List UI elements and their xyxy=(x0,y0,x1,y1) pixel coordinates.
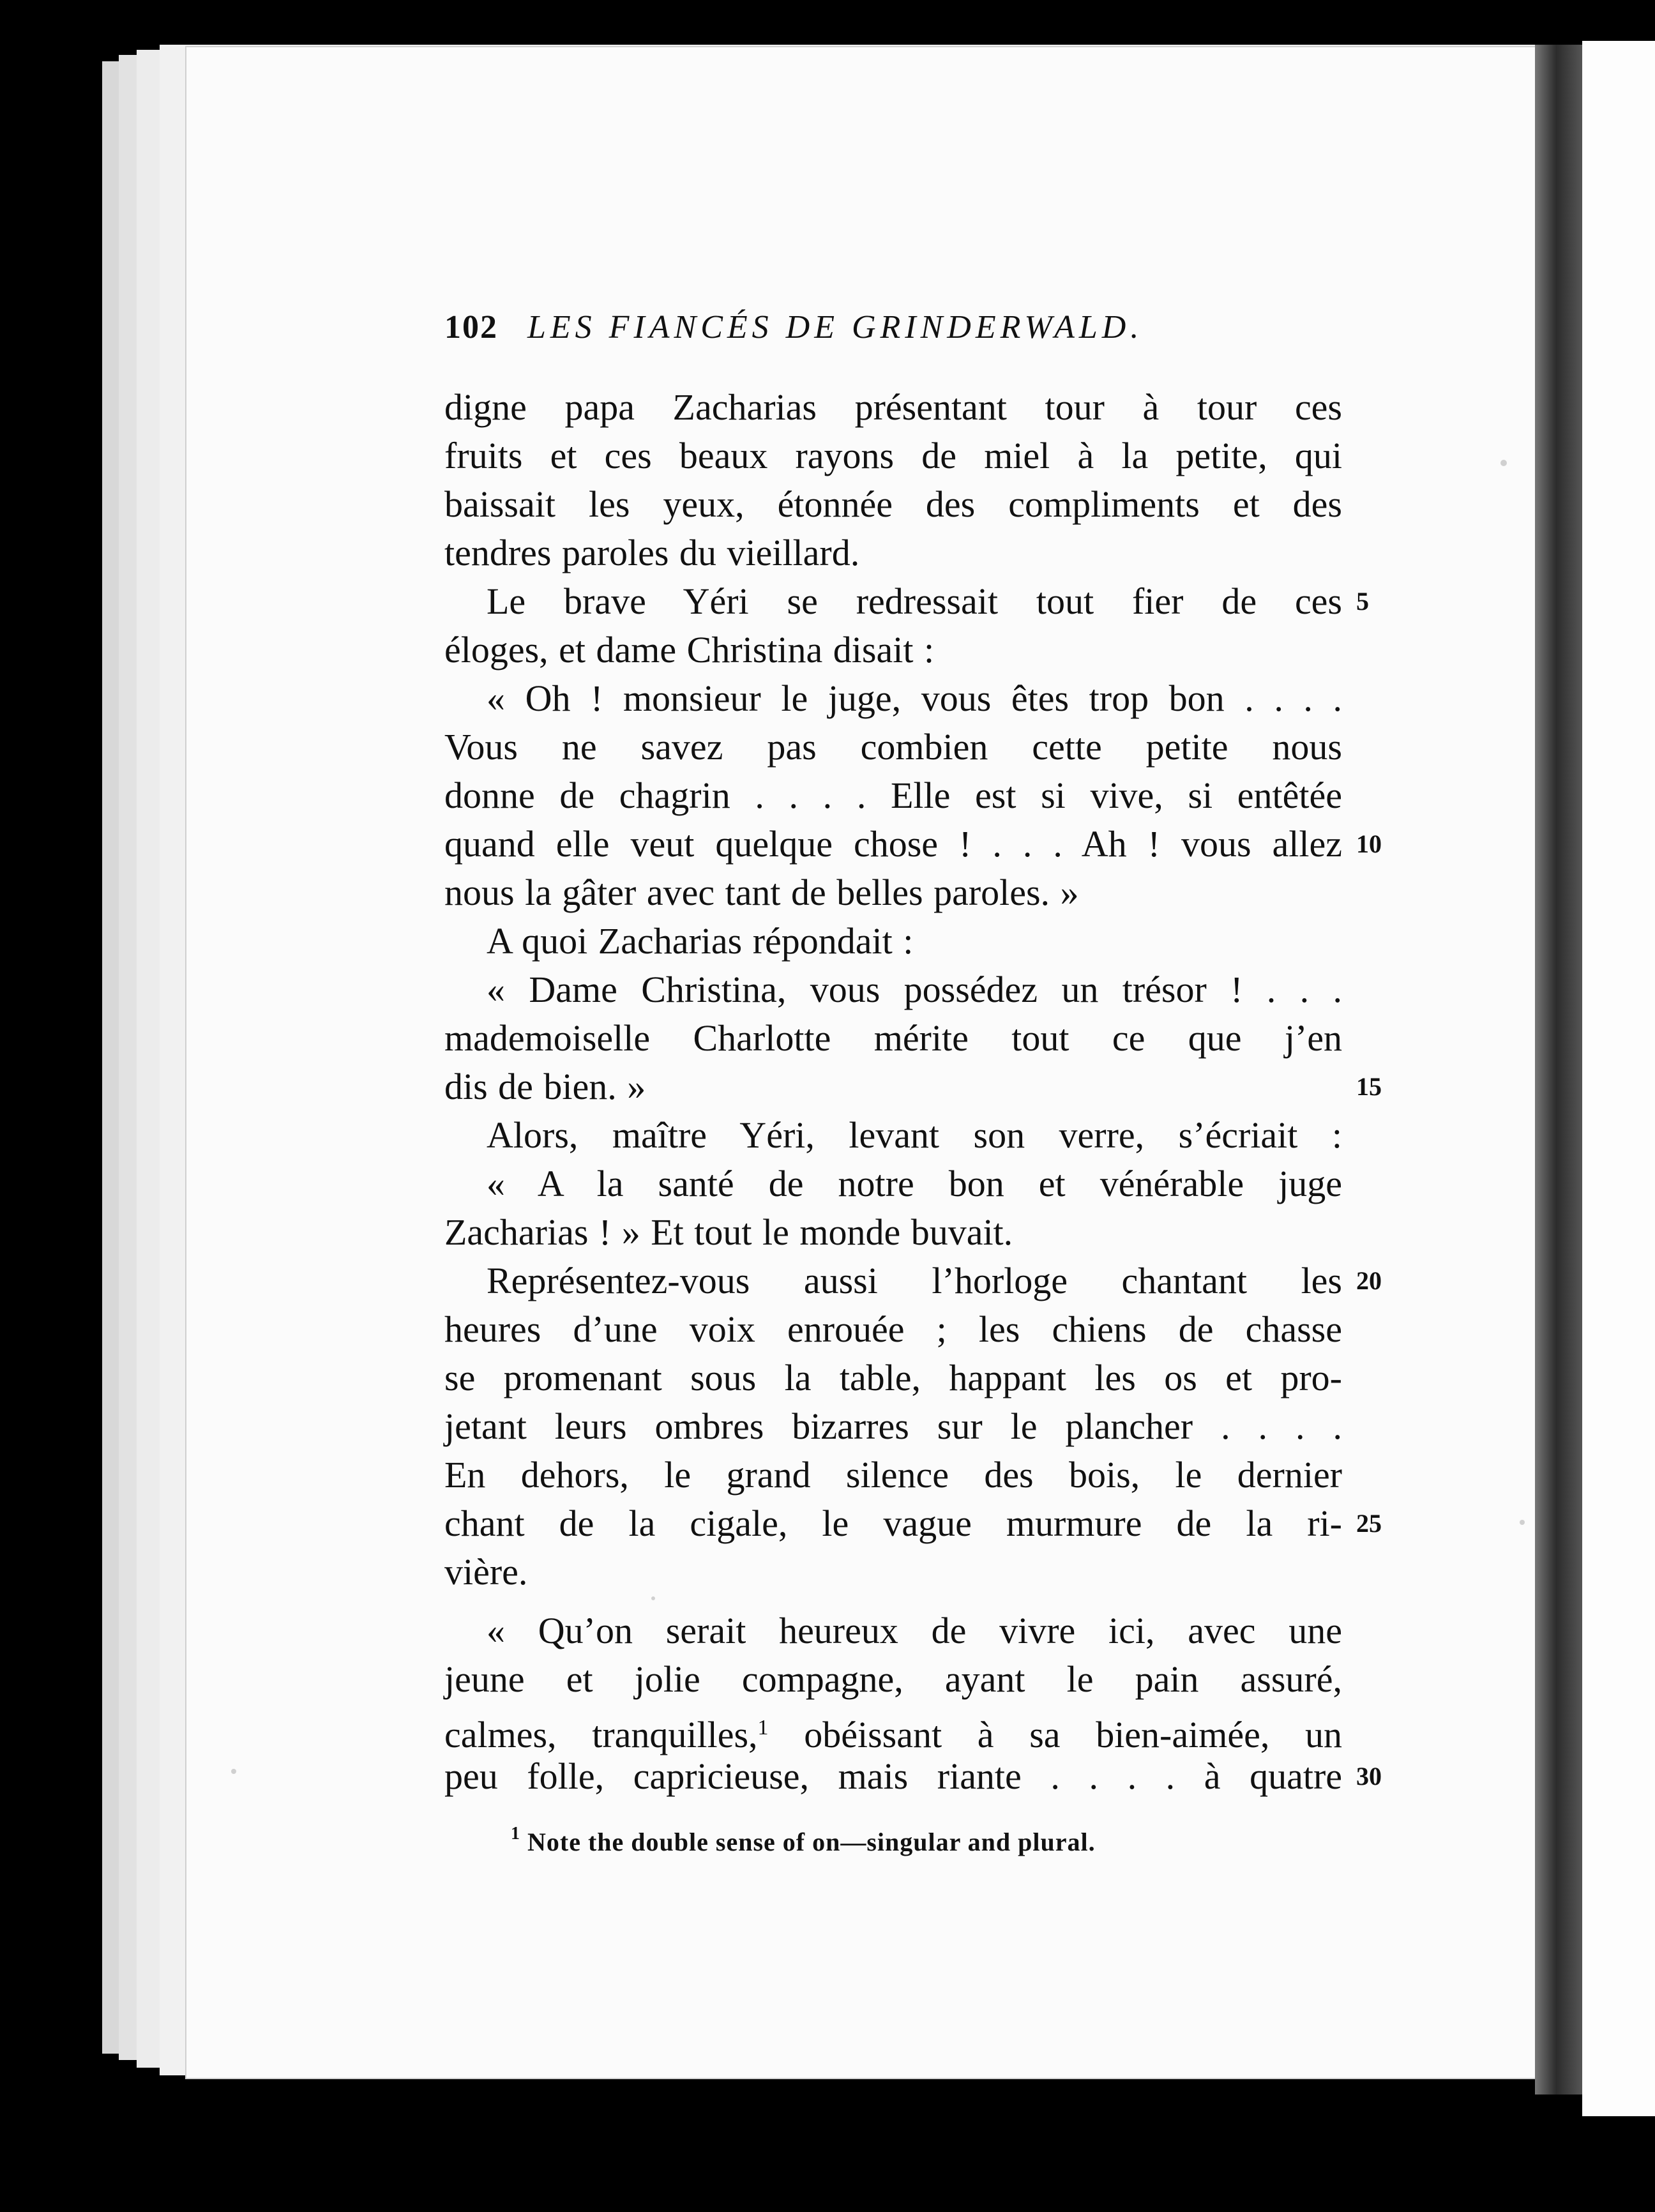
text-line: nous la gâter avec tant de belles paroles. » xyxy=(444,872,1079,913)
footnote xyxy=(511,1814,1309,1854)
text-line: Vous ne savez pas combien cette petite nous xyxy=(444,726,1342,768)
line-number: 15 xyxy=(1356,1072,1382,1101)
text-line: En dehors, le grand silence des bois, le dernier xyxy=(444,1454,1342,1496)
line-number: 10 xyxy=(1356,830,1382,858)
footnote-mark: 1 xyxy=(511,1824,520,1844)
text-line: peu folle, capricieuse, mais riante . . . . à quatre xyxy=(444,1755,1342,1797)
text-line: « Dame Christina, vous possédez un trésor ! . . . xyxy=(487,969,1342,1010)
line-number: 25 xyxy=(1356,1509,1382,1538)
text-line: jetant leurs ombres bizarres sur le plancher . . . . xyxy=(444,1405,1342,1447)
text-line: digne papa Zacharias présentant tour à tour ces xyxy=(444,386,1342,428)
footnote-text: Note the double sense of on—singular and plural. xyxy=(527,1828,1096,1856)
text-line: Zacharias ! » Et tout le monde buvait. xyxy=(444,1211,1013,1253)
text-line: donne de chagrin . . . . Elle est si vive, si entêtée xyxy=(444,775,1342,816)
text-line: éloges, et dame Christina disait : xyxy=(444,629,935,670)
text-line: mademoiselle Charlotte mérite tout ce que j’en xyxy=(444,1017,1342,1059)
text-line: heures d’une voix enrouée ; les chiens de chasse xyxy=(444,1308,1342,1350)
text-line: se promenant sous la table, happant les os et pro- xyxy=(444,1357,1342,1398)
text-line: « Qu’on serait heureux de vivre ici, avec une xyxy=(487,1610,1342,1651)
footnote-reference: 1 xyxy=(757,1716,769,1739)
text-line: Le brave Yéri se redressait tout fier de ces xyxy=(487,580,1342,622)
running-title: LES FIANCÉS DE GRINDERWALD. xyxy=(527,309,1144,345)
text-line: Représentez-vous aussi l’horloge chantant les xyxy=(487,1260,1342,1301)
text-line: Alors, maître Yéri, levant son verre, s’écriait : xyxy=(487,1114,1342,1156)
text-line: « Oh ! monsieur le juge, vous êtes trop bon . . . . xyxy=(487,678,1342,719)
text-line: A quoi Zacharias répondait : xyxy=(487,920,914,962)
line-number: 5 xyxy=(1356,587,1369,616)
line-number: 30 xyxy=(1356,1762,1382,1791)
text-line: vière. xyxy=(444,1551,528,1593)
text-line: fruits et ces beaux rayons de miel à la petite, qui xyxy=(444,435,1342,476)
text-line: chant de la cigale, le vague murmure de la ri- xyxy=(444,1503,1342,1544)
text-line: quand elle veut quelque chose ! . . . Ah ! vous allez xyxy=(444,823,1342,865)
line-number: 20 xyxy=(1356,1266,1382,1295)
text-line: dis de bien. » xyxy=(444,1066,646,1107)
running-head xyxy=(444,305,1230,350)
text-line: tendres paroles du vieillard. xyxy=(444,532,860,573)
text-line: « A la santé de notre bon et vénérable juge xyxy=(487,1163,1342,1204)
text-line: baissait les yeux, étonnée des compliments et des xyxy=(444,483,1342,525)
page-number: 102 xyxy=(444,309,498,345)
text-line: calmes, tranquilles,$^1$ obéissant à sa bien-aimée, un xyxy=(444,1714,1343,1755)
text-line: jeune et jolie compagne, ayant le pain assuré, xyxy=(444,1658,1342,1700)
